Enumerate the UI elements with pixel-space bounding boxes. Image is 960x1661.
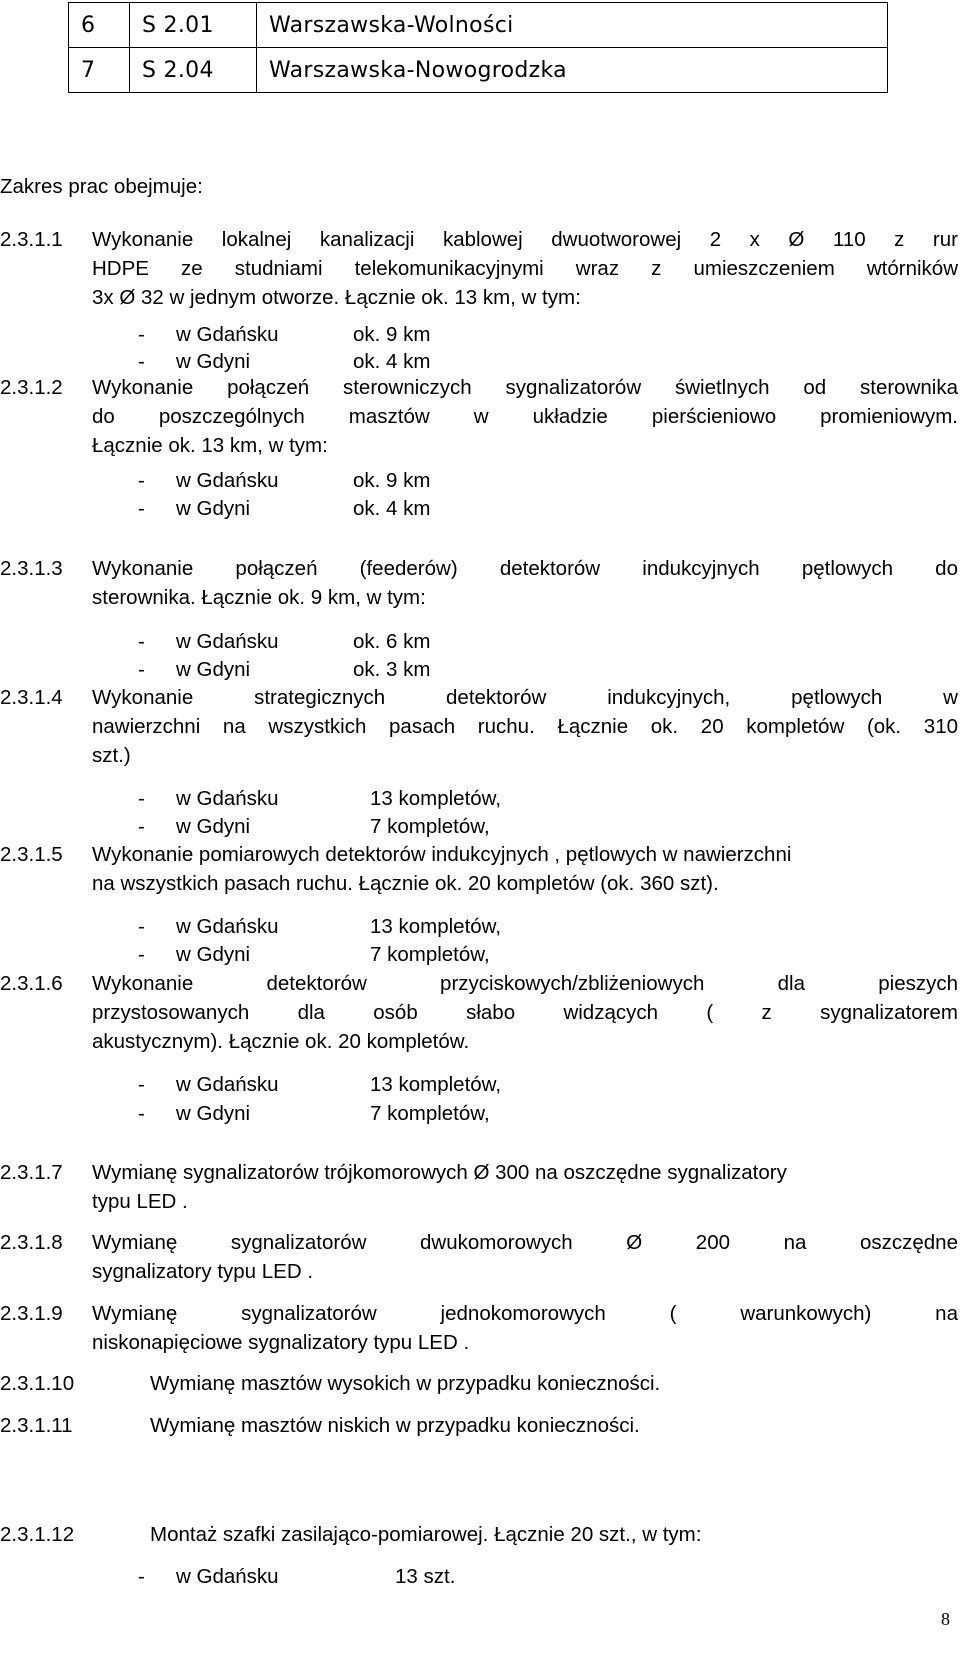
item-text <box>92 840 958 898</box>
item-text <box>92 1299 958 1357</box>
text-line: Wymianę sygnalizatorów jednokomorowych ( warunkowych) na <box>92 1302 958 1325</box>
text-line: Wykonanie lokalnej kanalizacji kablowej dwuotworowej 2 x Ø 110 z rur <box>92 228 958 251</box>
text-line: HDPE ze studniami telekomunikacyjnymi wraz z umieszczeniem wtórników <box>92 257 958 280</box>
item-number: 2.3.1.6 <box>0 972 63 995</box>
text-line: szt.) <box>92 744 131 767</box>
dash-marker: - <box>138 469 145 492</box>
item-text <box>92 683 958 770</box>
item-text <box>92 554 958 612</box>
item-text <box>92 373 958 460</box>
sub-amount: ok. 6 km <box>353 630 431 653</box>
sub-place: w Gdańsku <box>176 469 279 492</box>
text-line: Wymianę sygnalizatorów dwukomorowych Ø 200 na oszczędne <box>92 1231 958 1254</box>
dash-marker: - <box>138 787 145 810</box>
row-number: 6 <box>69 3 130 48</box>
item-number: 2.3.1.10 <box>0 1372 75 1395</box>
text-line: typu LED . <box>92 1190 188 1213</box>
text-line: Wykonanie strategicznych detektorów indukcyjnych, pętlowych w <box>92 686 958 709</box>
dash-marker: - <box>138 350 145 373</box>
item-number: 2.3.1.11 <box>0 1414 73 1437</box>
sub-amount: ok. 9 km <box>353 323 431 346</box>
sub-amount: 13 kompletów, <box>370 1073 502 1096</box>
sub-place: w Gdańsku <box>176 1565 279 1588</box>
dash-marker: - <box>138 658 145 681</box>
sub-amount: ok. 9 km <box>353 469 431 492</box>
text-line: Wykonanie detektorów przyciskowych/zbliżeniowych dla pieszych <box>92 972 958 995</box>
text-line: akustycznym). Łącznie ok. 20 kompletów. <box>92 1030 470 1053</box>
item-number: 2.3.1.4 <box>0 686 63 709</box>
sub-place: w Gdyni <box>176 350 251 373</box>
table-row <box>69 3 888 48</box>
item-number: 2.3.1.8 <box>0 1231 63 1254</box>
sub-amount: ok. 4 km <box>353 350 431 373</box>
text-line: Wykonanie połączeń sterowniczych sygnalizatorów świetlnych od sterownika <box>92 376 958 399</box>
item-number: 2.3.1.7 <box>0 1161 63 1184</box>
text-line: niskonapięciowe sygnalizatory typu LED . <box>92 1331 470 1354</box>
text-line: Wykonanie połączeń (feederów) detektorów indukcyjnych pętlowych do <box>92 557 958 580</box>
sub-amount: 7 kompletów, <box>370 815 490 838</box>
sub-amount: ok. 4 km <box>353 497 431 520</box>
dash-marker: - <box>138 943 145 966</box>
sub-amount: 13 szt. <box>395 1565 456 1588</box>
item-text <box>92 969 958 1056</box>
item-number: 2.3.1.3 <box>0 557 63 580</box>
sub-amount: 7 kompletów, <box>370 943 490 966</box>
item-number: 2.3.1.1 <box>0 228 63 251</box>
intro-text: Zakres prac obejmuje: <box>0 175 203 198</box>
item-number: 2.3.1.9 <box>0 1302 63 1325</box>
streets-table <box>68 2 888 93</box>
page-number: 8 <box>941 1609 950 1629</box>
sub-place: w Gdyni <box>176 1102 251 1125</box>
dash-marker: - <box>138 815 145 838</box>
item-text <box>150 1369 958 1398</box>
sub-amount: 7 kompletów, <box>370 1102 490 1125</box>
dash-marker: - <box>138 497 145 520</box>
sub-place: w Gdyni <box>176 815 251 838</box>
sub-place: w Gdańsku <box>176 915 279 938</box>
dash-marker: - <box>138 323 145 346</box>
row-street: Warszawska-Nowogrodzka <box>257 48 888 93</box>
table-row <box>69 48 888 93</box>
dash-marker: - <box>138 1102 145 1125</box>
row-number: 7 <box>69 48 130 93</box>
item-text <box>92 1228 958 1286</box>
sub-place: w Gdyni <box>176 943 251 966</box>
text-line: sygnalizatory typu LED . <box>92 1260 314 1283</box>
sub-place: w Gdańsku <box>176 323 279 346</box>
item-text <box>92 1158 958 1216</box>
sub-amount: ok. 3 km <box>353 658 431 681</box>
text-line: nawierzchni na wszystkich pasach ruchu. Łącznie ok. 20 kompletów (ok. 310 <box>92 715 958 738</box>
dash-marker: - <box>138 1073 145 1096</box>
text-line: Wymianę masztów wysokich w przypadku konieczności. <box>150 1372 661 1395</box>
sub-place: w Gdańsku <box>176 630 279 653</box>
item-text <box>92 225 958 312</box>
dash-marker: - <box>138 630 145 653</box>
sub-amount: 13 kompletów, <box>370 787 502 810</box>
item-number: 2.3.1.12 <box>0 1523 75 1546</box>
item-text <box>150 1411 958 1440</box>
text-line: Łącznie ok. 13 km, w tym: <box>92 434 328 457</box>
text-line: sterownika. Łącznie ok. 9 km, w tym: <box>92 586 426 609</box>
item-number: 2.3.1.2 <box>0 376 63 399</box>
text-line: 3x Ø 32 w jednym otworze. Łącznie ok. 13 km, w tym: <box>92 286 581 309</box>
text-line: do poszczególnych masztów w układzie pierścieniowo promieniowym. <box>92 405 958 428</box>
row-code: S 2.01 <box>130 3 257 48</box>
dash-marker: - <box>138 1565 145 1588</box>
sub-place: w Gdańsku <box>176 787 279 810</box>
text-line: Wykonanie pomiarowych detektorów indukcyjnych , pętlowych w nawierzchni <box>92 843 792 866</box>
text-line: Wymianę masztów niskich w przypadku konieczności. <box>150 1414 640 1437</box>
row-code: S 2.04 <box>130 48 257 93</box>
item-text <box>150 1520 958 1549</box>
row-street: Warszawska-Wolności <box>257 3 888 48</box>
sub-place: w Gdyni <box>176 497 251 520</box>
text-line: przystosowanych dla osób słabo widzących ( z sygnalizatorem <box>92 1001 958 1024</box>
sub-place: w Gdyni <box>176 658 251 681</box>
dash-marker: - <box>138 915 145 938</box>
sub-amount: 13 kompletów, <box>370 915 502 938</box>
text-line: na wszystkich pasach ruchu. Łącznie ok. 20 kompletów (ok. 360 szt). <box>92 872 719 895</box>
sub-place: w Gdańsku <box>176 1073 279 1096</box>
text-line: Wymianę sygnalizatorów trójkomorowych Ø 300 na oszczędne sygnalizatory <box>92 1161 787 1184</box>
item-number: 2.3.1.5 <box>0 843 63 866</box>
text-line: Montaż szafki zasilająco-pomiarowej. Łącznie 20 szt., w tym: <box>150 1523 702 1546</box>
